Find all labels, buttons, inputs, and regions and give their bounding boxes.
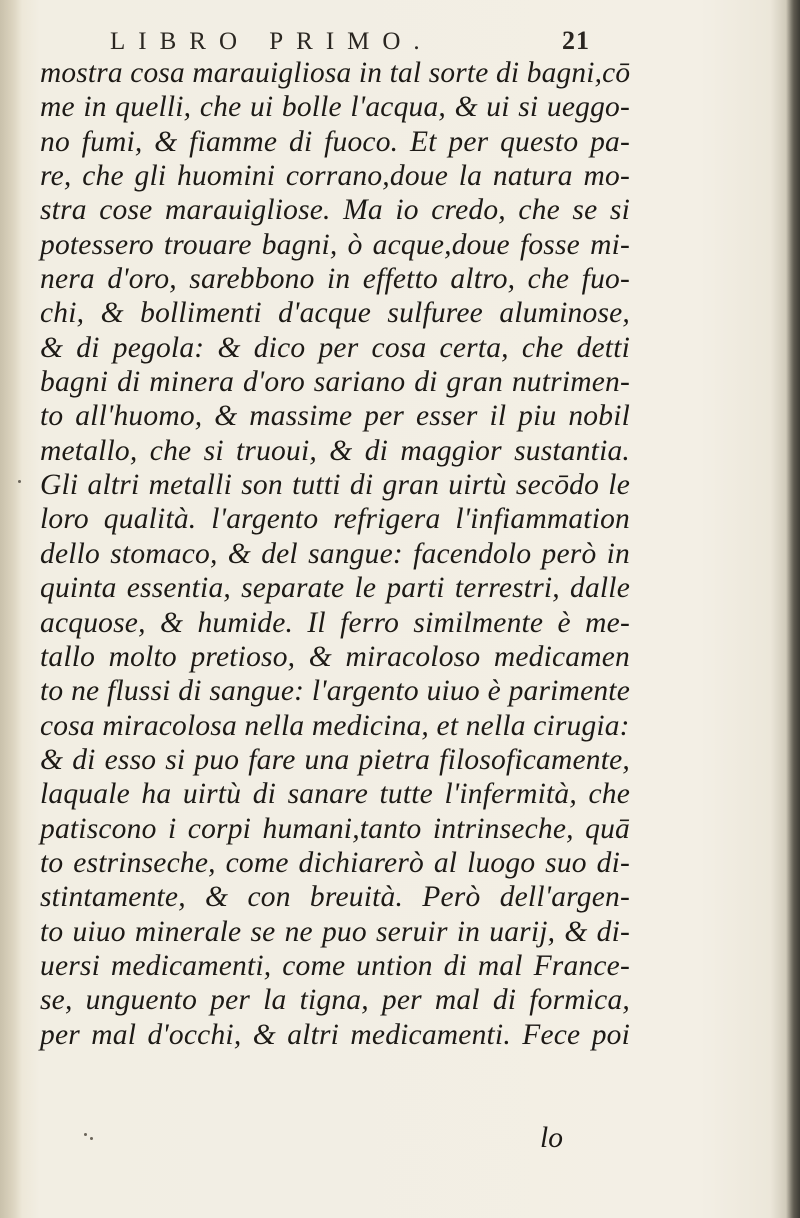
text-line: mostra cosa marauigliosa in tal sorte di bagni,cō	[40, 57, 631, 89]
page-number: 21	[562, 26, 590, 55]
text-line: loro qualità. l'argento refrigera l'infiammation	[40, 503, 630, 536]
text-line: no fumi, & fiamme di fuoco. Et per questo pa-	[40, 125, 630, 158]
text-line: Gli altri metalli son tutti di gran uirtù secōdo le	[40, 469, 630, 502]
page-edge-shadow	[786, 0, 800, 1218]
text-line: me in quelli, che ui bolle l'acqua, & ui si ueggo-	[40, 91, 630, 124]
text-line: laquale ha uirtù di sanare tutte l'infermità, che	[40, 778, 630, 811]
text-line: metallo, che si truoui, & di maggior sustantia.	[40, 434, 630, 467]
running-head	[110, 26, 590, 56]
text-line: to all'huomo, & massime per esser il piu nobil	[40, 400, 630, 433]
ink-speck	[90, 1137, 93, 1140]
text-line: potessero trouare bagni, ò acque,doue fosse mi-	[40, 228, 630, 261]
page-gutter	[0, 0, 22, 1218]
text-line: tallo molto pretioso, & miracoloso medicamen	[40, 640, 630, 673]
text-line: nera d'oro, sarebbono in effetto altro, che fuo-	[40, 263, 630, 296]
text-line: uersi medicamenti, come untion di mal France-	[40, 949, 630, 982]
text-line: bagni di minera d'oro sariano di gran nutrimen-	[40, 366, 630, 399]
text-line: acquose, & humide. Il ferro similmente è me-	[40, 606, 630, 639]
ink-speck	[84, 1133, 87, 1136]
text-line: to estrinseche, come dichiarerò al luogo suo di-	[40, 846, 630, 879]
text-line: stra cose marauigliose. Ma io credo, che se si	[40, 194, 630, 227]
text-line: stintamente, & con breuità. Però dell'argen-	[40, 881, 630, 914]
text-line: dello stomaco, & del sangue: facendolo però in	[40, 537, 630, 570]
text-line: to ne flussi di sangue: l'argento uiuo è parimente	[40, 675, 630, 708]
text-line: per mal d'occhi, & altri medicamenti. Fece poi	[40, 1018, 630, 1051]
text-line: & di esso si puo fare una pietra filosoficamente,	[40, 743, 630, 776]
running-head-title: LIBRO PRIMO.	[110, 28, 433, 55]
text-line: to uiuo minerale se ne puo seruir in uarij, & di-	[40, 915, 630, 948]
text-line: & di pegola: & dico per cosa certa, che detti	[40, 331, 630, 364]
text-line: se, unguento per la tigna, per mal di formica,	[40, 984, 630, 1017]
text-line: re, che gli huomini corrano,doue la natura mo-	[40, 160, 630, 193]
text-line: patiscono i corpi humani,tanto intrinseche, quā	[40, 812, 630, 845]
text-line: quinta essentia, separate le parti terrestri, dalle	[40, 572, 630, 605]
body-text	[40, 56, 630, 1052]
text-line: cosa miracolosa nella medicina, et nella cirugia:	[40, 709, 630, 742]
catchword: lo	[540, 1122, 563, 1154]
text-line: chi, & bollimenti d'acque sulfuree aluminose,	[40, 297, 630, 330]
ink-speck	[18, 480, 21, 483]
